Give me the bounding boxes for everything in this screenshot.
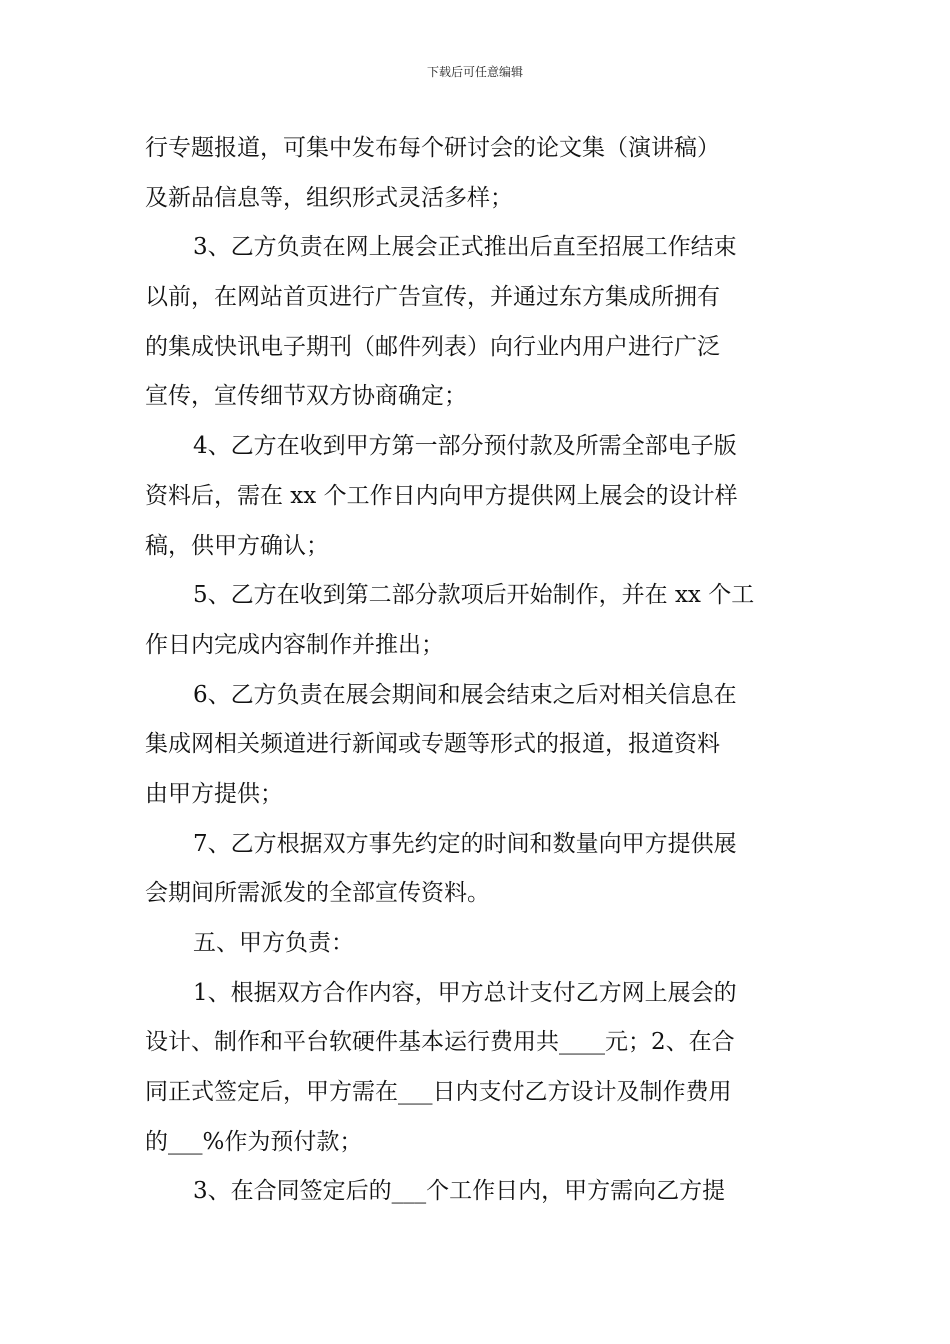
- text-line-1: 行专题报道，可集中发布每个研讨会的论文集（演讲稿）: [145, 135, 720, 161]
- text-line-21: 的___%作为预付款；: [145, 1128, 363, 1155]
- text-line-5: 的集成快讯电子期刊（邮件列表）向行业内用户进行广泛: [145, 333, 720, 360]
- text-line-2: 及新品信息等，组织形式灵活多样；: [145, 184, 513, 211]
- text-line-19: 设计、制作和平台软硬件基本运行费用共____元；2、在合: [145, 1029, 735, 1056]
- text-line-15: 7、乙方根据双方事先约定的时间和数量向甲方提供展: [193, 830, 737, 857]
- text-line-20: 同正式签定后，甲方需在___日内支付乙方设计及制作费用: [145, 1079, 732, 1106]
- text-line-13: 集成网相关频道进行新闻或专题等形式的报道，报道资料: [145, 731, 720, 758]
- text-line-9: 稿，供甲方确认；: [145, 532, 329, 559]
- text-line-8: 资料后，需在 xx 个工作日内向甲方提供网上展会的设计样: [145, 482, 738, 509]
- text-line-16: 会期间所需派发的全部宣传资料。: [145, 880, 490, 907]
- text-line-14: 由甲方提供；: [145, 780, 283, 807]
- text-line-18: 1、根据双方合作内容，甲方总计支付乙方网上展会的: [193, 979, 737, 1006]
- text-line-11: 作日内完成内容制作并推出；: [145, 631, 444, 658]
- text-line-7: 4、乙方在收到甲方第一部分预付款及所需全部电子版: [193, 433, 737, 460]
- text-line-12: 6、乙方负责在展会期间和展会结束之后对相关信息在: [193, 681, 737, 708]
- text-line-4: 以前，在网站首页进行广告宣传，并通过东方集成所拥有: [145, 284, 720, 311]
- page-header-note: 下载后可任意编辑: [426, 65, 523, 79]
- text-line-3: 3、乙方负责在网上展会正式推出后直至招展工作结束: [193, 234, 737, 261]
- text-line-6: 宣传，宣传细节双方协商确定；: [145, 383, 467, 410]
- document-body: [145, 124, 810, 1217]
- text-line-10: 5、乙方在收到第二部分款项后开始制作，并在 xx 个工: [193, 582, 755, 609]
- text-line-22: 3、在合同签定后的___个工作日内，甲方需向乙方提: [193, 1178, 726, 1205]
- section-heading-five: 五、甲方负责：: [193, 930, 354, 956]
